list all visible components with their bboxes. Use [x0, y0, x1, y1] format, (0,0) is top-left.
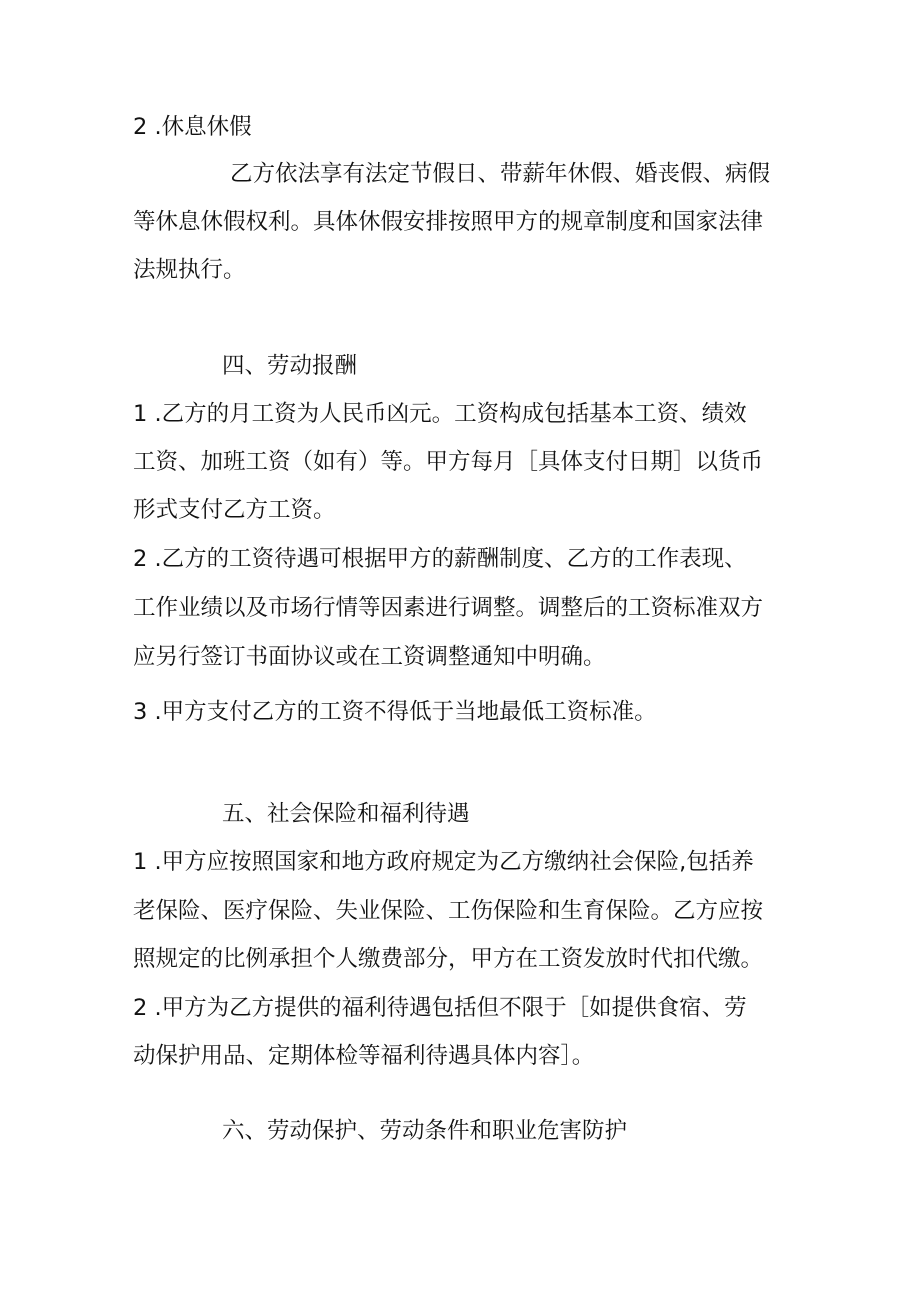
rest-leave-heading: 2 .休息休假 [133, 114, 252, 140]
section-4-line-3: 形式支付乙方工资。 [133, 497, 336, 523]
section-5-line-5: 动保护用品、定期体检等福利待遇具体内容］。 [133, 1043, 595, 1069]
section-5-line-4: 2 .甲方为乙方提供的福利待遇包括但不限于［如提供食宿、劳 [133, 995, 747, 1021]
section-4-line-4: 2 .乙方的工资待遇可根据甲方的薪酬制度、乙方的工作表现、 [133, 546, 747, 572]
rest-paragraph-line-1: 乙方依法享有法定节假日、带薪年休假、婚丧假、病假 [230, 161, 771, 187]
section-4-line-5: 工作业绩以及市场行情等因素进行调整。调整后的工资标准双方 [133, 595, 764, 621]
section-4-heading: 四、劳动报酬 [222, 353, 358, 379]
section-5-line-2: 老保险、医疗保险、失业保险、工伤保险和生育保险。乙方应按 [133, 898, 764, 924]
section-4-line-6: 应另行签订书面协议或在工资调整通知中明确。 [133, 644, 606, 670]
rest-paragraph-line-2: 等休息休假权利。具体休假安排按照甲方的规章制度和国家法律 [133, 209, 764, 235]
section-5-line-3: 照规定的比例承担个人缴费部分，甲方在工资发放时代扣代缴。 [133, 946, 764, 972]
section-5-heading: 五、社会保险和福利待遇 [222, 801, 470, 827]
section-4-line-7: 3 .甲方支付乙方的工资不得低于当地最低工资标准。 [133, 699, 657, 725]
section-6-heading: 六、劳动保护、劳动条件和职业危害防护 [222, 1118, 628, 1144]
rest-paragraph-line-3: 法规执行。 [133, 257, 246, 283]
section-4-line-2: 工资、加班工资（如有）等。甲方每月［具体支付日期］以货币 [133, 449, 764, 475]
section-5-line-1: 1 .甲方应按照国家和地方政府规定为乙方缴纳社会保险,包括养 [133, 849, 754, 875]
section-4-line-1: 1 .乙方的月工资为人民币凶元。工资构成包括基本工资、绩效 [133, 401, 747, 427]
